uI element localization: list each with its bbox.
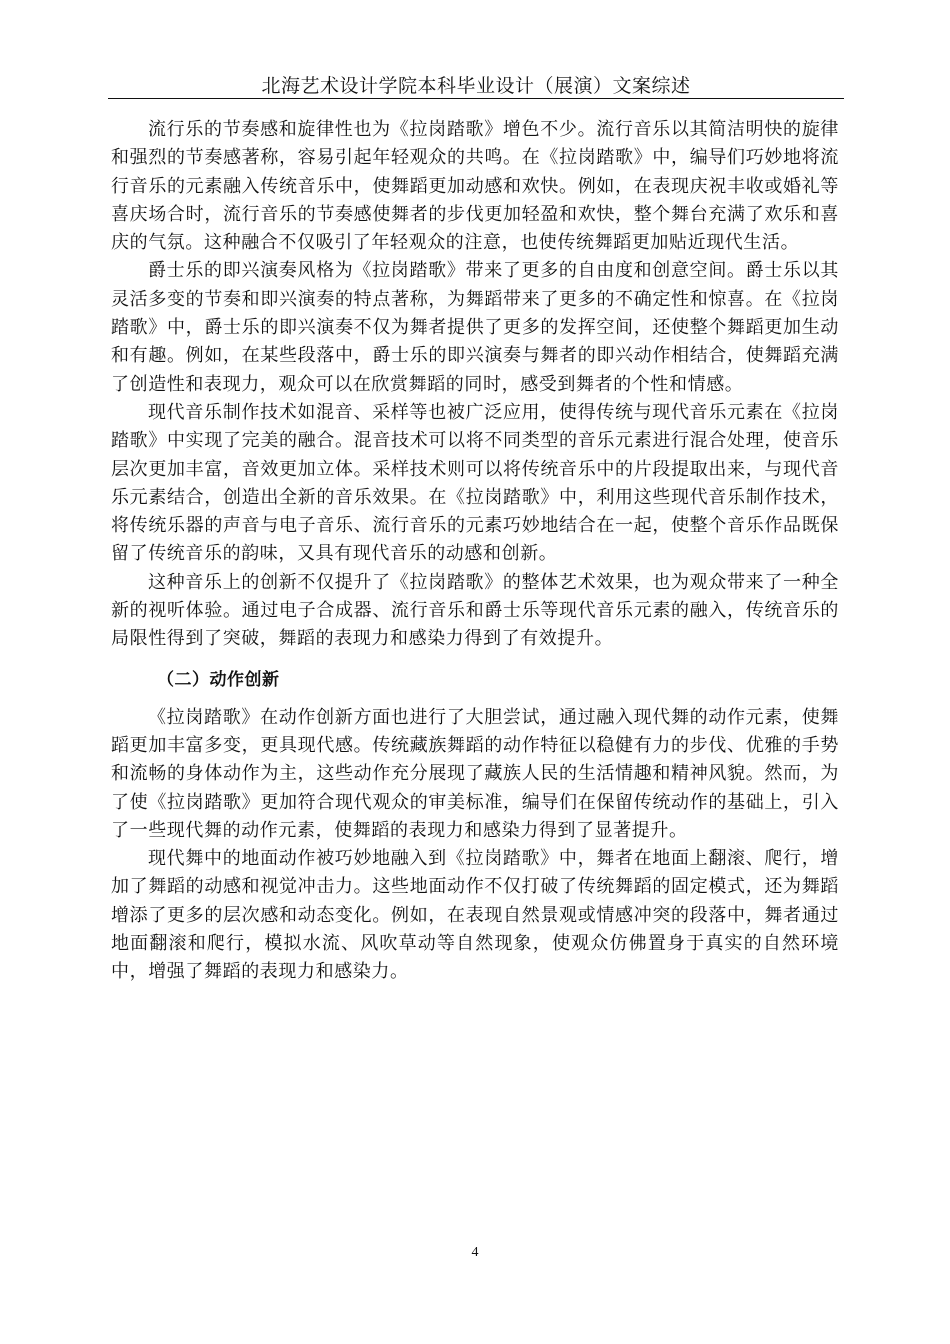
paragraph-pop-music: 流行乐的节奏感和旋律性也为《拉岗踏歌》增色不少。流行音乐以其简洁明快的旋律和强烈的节奏感著称，容易引起年轻观众的共鸣。在《拉岗踏歌》中，编导们巧妙地将流行音乐的元素融入传统音乐中，使舞蹈更加动感和欢快。例如，在表现庆祝丰收或婚礼等喜庆场合时，流行音乐的节奏感使舞者的步伐更加轻盈和欢快，整个舞台充满了欢乐和喜庆的气氛。这种融合不仅吸引了年轻观众的注意，也使传统舞蹈更加贴近现代生活。 [111,119,839,254]
header-rule [108,98,844,99]
paragraph-movement-innovation: 《拉岗踏歌》在动作创新方面也进行了大胆尝试，通过融入现代舞的动作元素，使舞蹈更加丰富多变，更具现代感。传统藏族舞蹈的动作特征以稳健有力的步伐、优雅的手势和流畅的身体动作为主，这些动作充分展现了藏族人民的生活情趣和精神风貌。然而，为了使《拉岗踏歌》更加符合现代观众的审美标准，编导们在保留传统动作的基础上，引入了一些现代舞的动作元素，使舞蹈的表现力和感染力得到了显著提升。 [111,706,839,841]
section-heading: （二）动作创新 [157,669,280,690]
running-header: 北海艺术设计学院本科毕业设计（展演）文案综述 [261,75,691,97]
document-body [111,116,839,987]
paragraph-floor-movements: 现代舞中的地面动作被巧妙地融入到《拉岗踏歌》中，舞者在地面上翻滚、爬行，增加了舞蹈的动感和视觉冲击力。这些地面动作不仅打破了传统舞蹈的固定模式，还为舞蹈增添了更多的层次感和动态变化。例如，在表现自然景观或情感冲突的段落中，舞者通过地面翻滚和爬行，模拟水流、风吹草动等自然现象，使观众仿佛置身于真实的自然环境中，增强了舞蹈的表现力和感染力。 [111,848,839,983]
paragraph-production-techniques: 现代音乐制作技术如混音、采样等也被广泛应用，使得传统与现代音乐元素在《拉岗踏歌》中实现了完美的融合。混音技术可以将不同类型的音乐元素进行混合处理，使音乐层次更加丰富，音效更加立体。采样技术则可以将传统音乐中的片段提取出来，与现代音乐元素结合，创造出全新的音乐效果。在《拉岗踏歌》中，利用这些现代音乐制作技术，将传统乐器的声音与电子音乐、流行音乐的元素巧妙地结合在一起，使整个音乐作品既保留了传统音乐的韵味，又具有现代音乐的动感和创新。 [111,401,839,565]
page-number: 4 [471,1245,479,1260]
paragraph-music-innovation-summary: 这种音乐上的创新不仅提升了《拉岗踏歌》的整体艺术效果，也为观众带来了一种全新的视听体验。通过电子合成器、流行音乐和爵士乐等现代音乐元素的融入，传统音乐的局限性得到了突破，舞蹈的表现力和感染力得到了有效提升。 [111,571,839,650]
paragraph-jazz: 爵士乐的即兴演奏风格为《拉岗踏歌》带来了更多的自由度和创意空间。爵士乐以其灵活多变的节奏和即兴演奏的特点著称，为舞蹈带来了更多的不确定性和惊喜。在《拉岗踏歌》中，爵士乐的即兴演奏不仅为舞者提供了更多的发挥空间，还使整个舞蹈更加生动和有趣。例如，在某些段落中，爵士乐的即兴演奏与舞者的即兴动作相结合，使舞蹈充满了创造性和表现力，观众可以在欣赏舞蹈的同时，感受到舞者的个性和情感。 [111,260,839,395]
